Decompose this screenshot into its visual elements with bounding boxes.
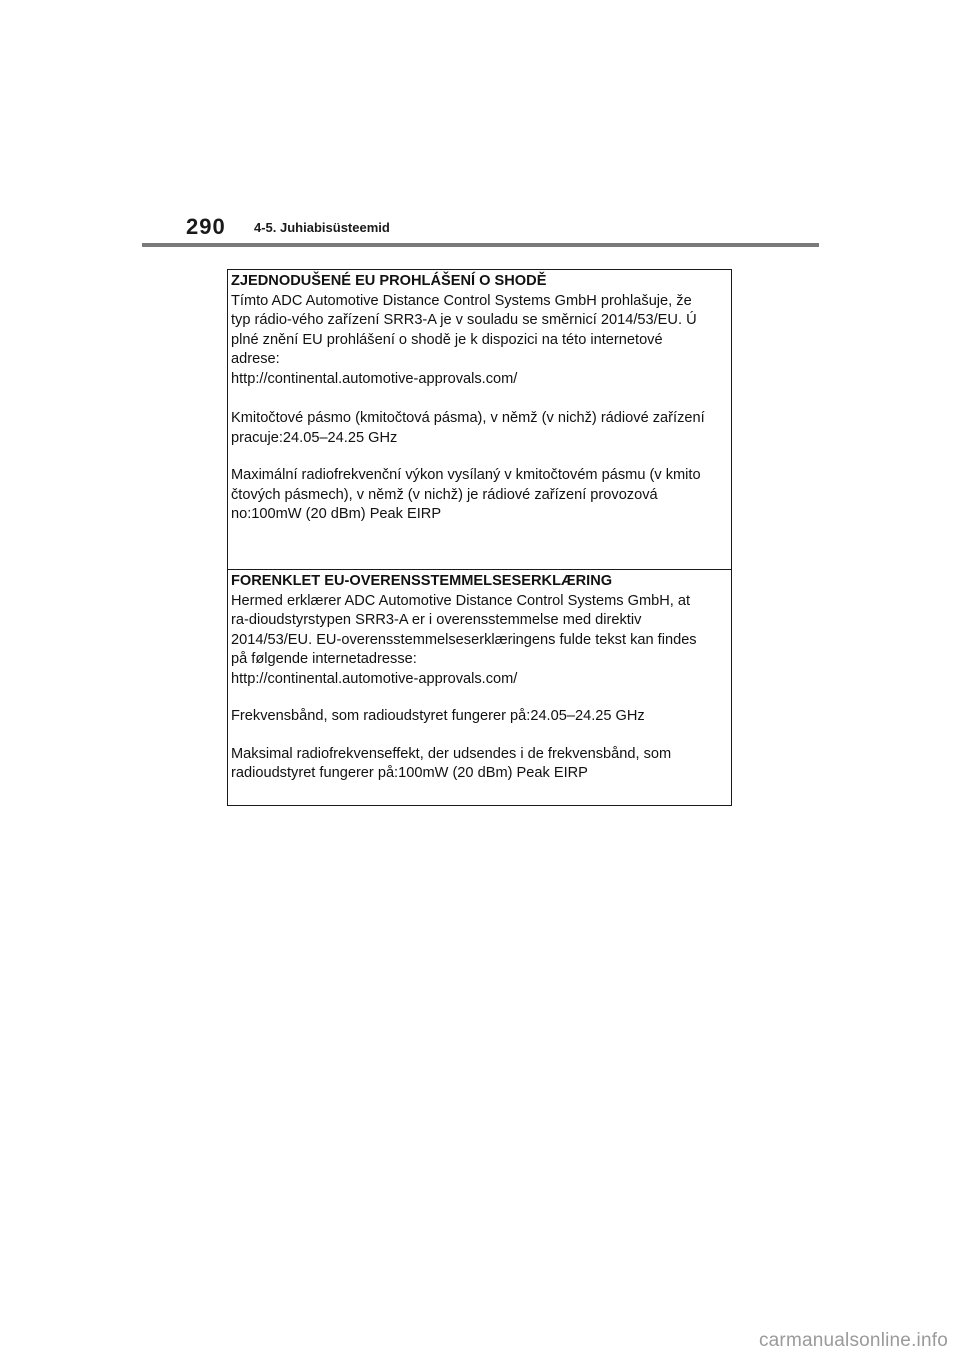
czech-power-text xyxy=(231,466,728,525)
section-title: 4-5. Juhiabisüsteemid xyxy=(254,220,390,235)
czech-declaration-line: Tímto ADC Automotive Distance Control Systems GmbH prohlašuje, že xyxy=(231,292,692,309)
czech-frequency-text xyxy=(231,409,728,448)
danish-frequency-text xyxy=(231,707,728,727)
danish-power-line: radioudstyret fungerer på:100mW (20 dBm) Peak EIRP xyxy=(231,765,588,781)
czech-declaration-line: plné znění EU prohlášení o shodě je k dispozici na této internetové xyxy=(231,331,663,348)
czech-declaration-heading: ZJEDNODUŠENÉ EU PROHLÁŠENÍ O SHODĚ xyxy=(231,273,547,289)
czech-frequency-line: pracuje:24.05–24.25 GHz xyxy=(231,429,398,446)
czech-declaration-line: typ rádio-vého zařízení SRR3-A je v souladu se směrnicí 2014/53/EU. Ú xyxy=(231,312,697,328)
danish-power-text xyxy=(231,745,728,784)
header-divider xyxy=(142,243,819,247)
czech-power-line: čtových pásmech), v němž (v nichž) je rádiové zařízení provozová xyxy=(231,486,658,503)
czech-power-line: no:100mW (20 dBm) Peak EIRP xyxy=(231,506,442,522)
danish-frequency-line: Frekvensbånd, som radioudstyret fungerer på:24.05–24.25 GHz xyxy=(231,708,645,724)
danish-declaration-line: på følgende internetadresse: xyxy=(231,651,417,667)
czech-approvals-url: http://continental.automotive-approvals.com/ xyxy=(231,370,518,387)
danish-declaration-heading: FORENKLET EU-OVERENSSTEMMELSESERKLÆRING xyxy=(231,573,613,589)
danish-declaration-line: ra-dioudstyrstypen SRR3-A er i overensstemmelse med direktiv xyxy=(231,612,642,628)
page-number: 290 xyxy=(186,214,226,239)
danish-power-line: Maksimal radiofrekvenseffekt, der udsendes i de frekvensbånd, som xyxy=(231,745,672,762)
danish-declaration-text xyxy=(231,592,728,690)
czech-declaration-text xyxy=(231,292,728,390)
danish-declaration-box xyxy=(227,570,732,806)
czech-power-line: Maximální radiofrekvenční výkon vysílaný v kmitočtovém pásmu (v kmito xyxy=(231,467,701,483)
danish-declaration-line: Hermed erklærer ADC Automotive Distance Control Systems GmbH, at xyxy=(231,592,691,609)
czech-declaration-box xyxy=(227,269,732,570)
czech-declaration-line: adrese: xyxy=(231,351,280,367)
watermark: carmanualsonline.info xyxy=(758,1330,948,1351)
danish-declaration-line: 2014/53/EU. EU-overensstemmelseserklæringens fulde tekst kan findes xyxy=(231,631,697,648)
danish-approvals-url: http://continental.automotive-approvals.com/ xyxy=(231,670,518,687)
czech-frequency-line: Kmitočtové pásmo (kmitočtová pásma), v němž (v nichž) rádiové zařízení xyxy=(231,410,705,426)
